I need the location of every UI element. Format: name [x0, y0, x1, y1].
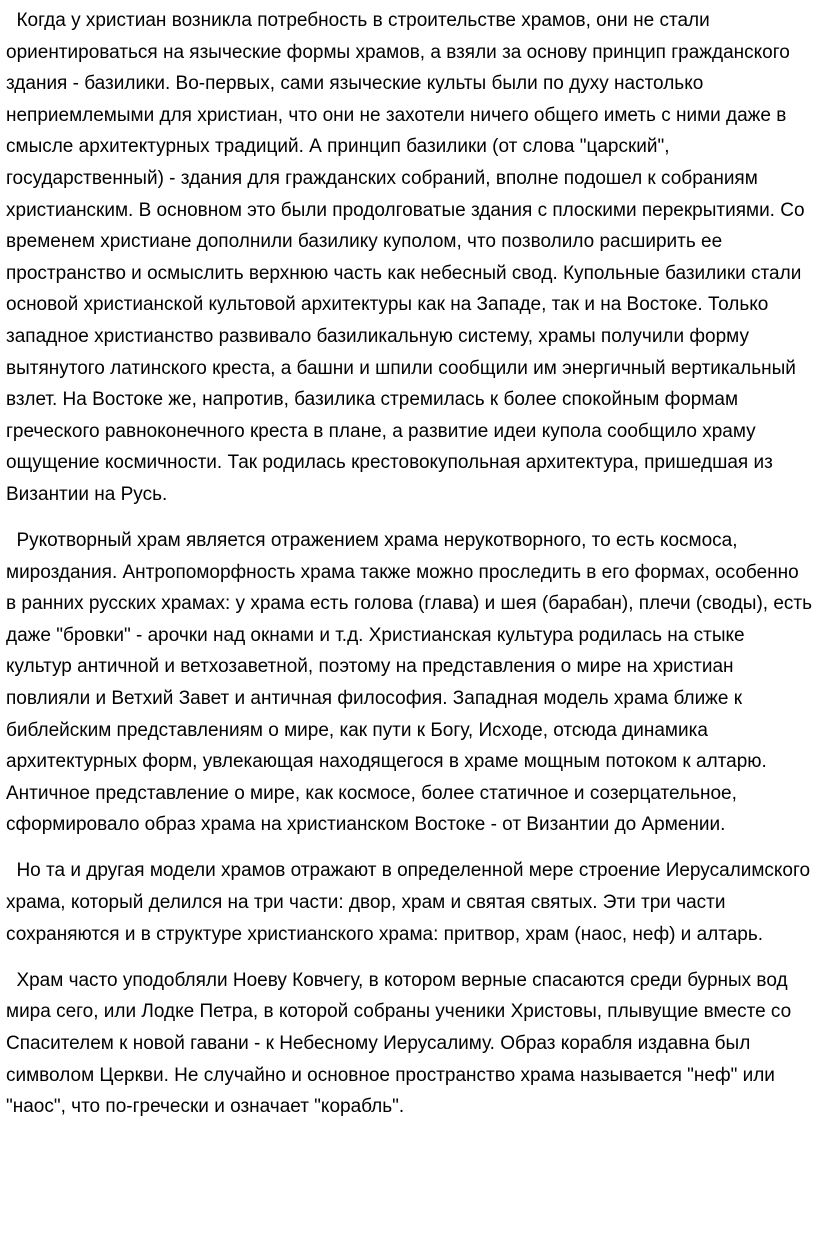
document-body [6, 5, 812, 1137]
paragraph-3: Но та и другая модели храмов отражают в определенной мере строение Иерусалимского храма, который делился на три части: двор, храм и святая святых. Эти три части сохраняются и в структуре христианского храма: притвор, храм (наос, неф) и алтарь. [6, 860, 811, 945]
paragraph-4: Храм часто уподобляли Ноеву Ковчегу, в котором верные спасаются среди бурных вод мира сего, или Лодке Петра, в которой собраны ученики Христовы, плывущие вместе со Спасителем к новой гавани - к Небесному Иерусалиму. Образ корабля издавна был символом Церкви. Не случайно и основное пространство храма называется "неф" или "наос", что по-гречески и означает "корабль". [6, 969, 792, 1118]
paragraph-2: Рукотворный храм является отражением храма нерукотворного, то есть космоса, мироздания. Антропоморфность храма также можно проследить в его формах, особенно в ранних русских храмах: у храма есть голова (глава) и шея (барабан), плечи (своды), есть даже "бровки" - арочки над окнами и т.д. Христианская культура родилась на стыке культур античной и ветхозаветной, поэтому на представления о мире на христиан повлияли и Ветхий Завет и античная философия. Западная модель храма ближе к библейским представлениям о мире, как пути к Богу, Исходе, отсюда динамика архитектурных форм, увлекающая находящегося в храме мощным потоком к алтарю. Античное представление о мире, как космосе, более статичное и созерцательное, сформировало образ храма на христианском Востоке - от Византии до Армении. [6, 530, 813, 836]
paragraph-1: Когда у христиан возникла потребность в строительстве храмов, они не стали ориентироваться на языческие формы храмов, а взяли за основу принцип гражданского здания - базилики. Во-первых, сами языческие культы были по духу настолько неприемлемыми для христиан, что они не захотели ничего общего иметь с ними даже в смысле архитектурных традиций. А принцип базилики (от слова "царский", государственный) - здания для гражданских собраний, вполне подошел к собраниям христианским. В основном это были продолговатые здания с плоскими перекрытиями. Со временем христиане дополнили базилику куполом, что позволило расширить ее пространство и осмыслить верхнюю часть как небесный свод. Купольные базилики стали основой христианской культовой архитектуры как на Западе, так и на Востоке. Только западное христианство развивало базиликальную систему, храмы получили форму вытянутого латинского креста, а башни и шпили сообщили им энергичный вертикальный взлет. На Востоке же, напротив, базилика стремилась к более спокойным формам греческого равноконечного креста в плане, а развитие идеи купола сообщило храму ощущение космичности. Так родилась крестовокупольная архитектура, пришедшая из Византии на Русь. [6, 10, 805, 505]
